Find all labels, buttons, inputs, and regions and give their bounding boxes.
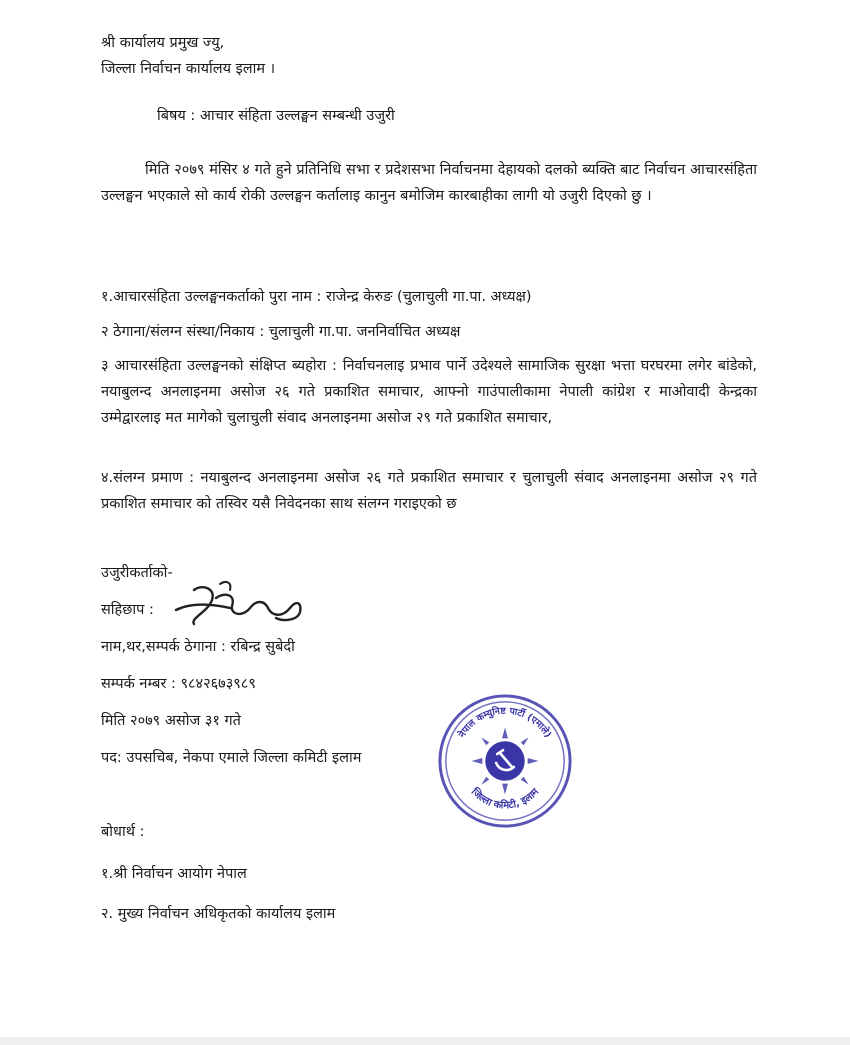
bottom-strip [0,1037,850,1045]
complainant-heading: उजुरीकर्ताको- [101,565,173,581]
subject-line: बिषय : आचार संहिता उल्लङ्घन सम्बन्धी उजुरी [157,108,395,124]
item-1: १.आचारसंहिता उल्लङ्घनकर्ताको पुरा नाम : राजेन्द्र केरुङ (चुलाचुली गा.पा. अध्यक्ष) [101,289,532,305]
item-2: २ ठेगाना/संलग्न संस्था/निकाय : चुलाचुली गा.पा. जननिर्वाचित अध्यक्ष [101,324,461,340]
complainant-date: मिति २०७९ असोज ३१ गते [101,713,241,729]
complainant-phone: सम्पर्क नम्बर : ९८४२६७३९८९ [101,676,256,692]
seal-top-text: नेपाल कम्युनिष्ट पार्टी (एमाले) [456,705,554,740]
item-4: ४.संलग्न प्रमाण : नयाबुलन्द अनलाइनमा असोज २६ गते प्रकाशित समाचार र चुलाचुली संवाद अनलाइनमा असोज २९ गते प्रकाशित समाचार को तस्विर यसै निवेदनका साथ संलग्न गराइएको छ [101,470,757,512]
addressee-line-1: श्री कार्यालय प्रमुख ज्यु, [101,35,225,51]
addressee-line-2: जिल्ला निर्वाचन कार्यालय इलाम । [101,61,276,77]
complainant-post: पद: उपसचिब, नेकपा एमाले जिल्ला कमिटी इलाम [101,750,362,766]
seal-bottom-text: जिल्ला कमिटी, इलाम [468,786,542,812]
party-seal [436,692,574,830]
complainant-name: नाम,थर,सम्पर्क ठेगाना : रबिन्द्र सुबेदी [101,639,295,655]
hammer-sickle-icon [485,741,524,780]
signature [172,578,307,628]
signature-label: सहिछाप : [101,602,154,618]
intro-paragraph: मिति २०७९ मंसिर ४ गते हुने प्रतिनिधि सभा र प्रदेशसभा निर्वाचनमा देहायको दलको ब्यक्ति बाट निर्वाचन आचारसंहिता उल्लङ्घन भएकाले सो कार्य रोकी उल्लङ्घन कर्तालाइ कानुन बमोजिम कारबाहीका लागी यो उजुरी दिएको छु । [101,162,757,204]
item-3: ३ आचारसंहिता उल्लङ्घनको संक्षिप्त ब्यहोरा : निर्वाचनलाइ प्रभाव पार्ने उदेश्यले सामाजिक सुरक्षा भत्ता घरघरमा लगेर बांडेको, नयाबुलन्द अनलाइनमा असोज २६ गते प्रकाशित समाचार, आफ्नो गाउंपालीकामा नेपाली कांग्रेश र माओवादी केन्द्रका उम्मेद्वारलाइ मत मागेको चुलाचुली संवाद अनलाइनमा असोज २९ गते प्रकाशित समाचार, [101,358,757,426]
cc-heading: बोधार्थ : [101,824,145,840]
cc-item-2: २. मुख्य निर्वाचन अधिकृतको कार्यालय इलाम [101,906,336,922]
cc-item-1: १.श्री निर्वाचन आयोग नेपाल [101,866,247,882]
